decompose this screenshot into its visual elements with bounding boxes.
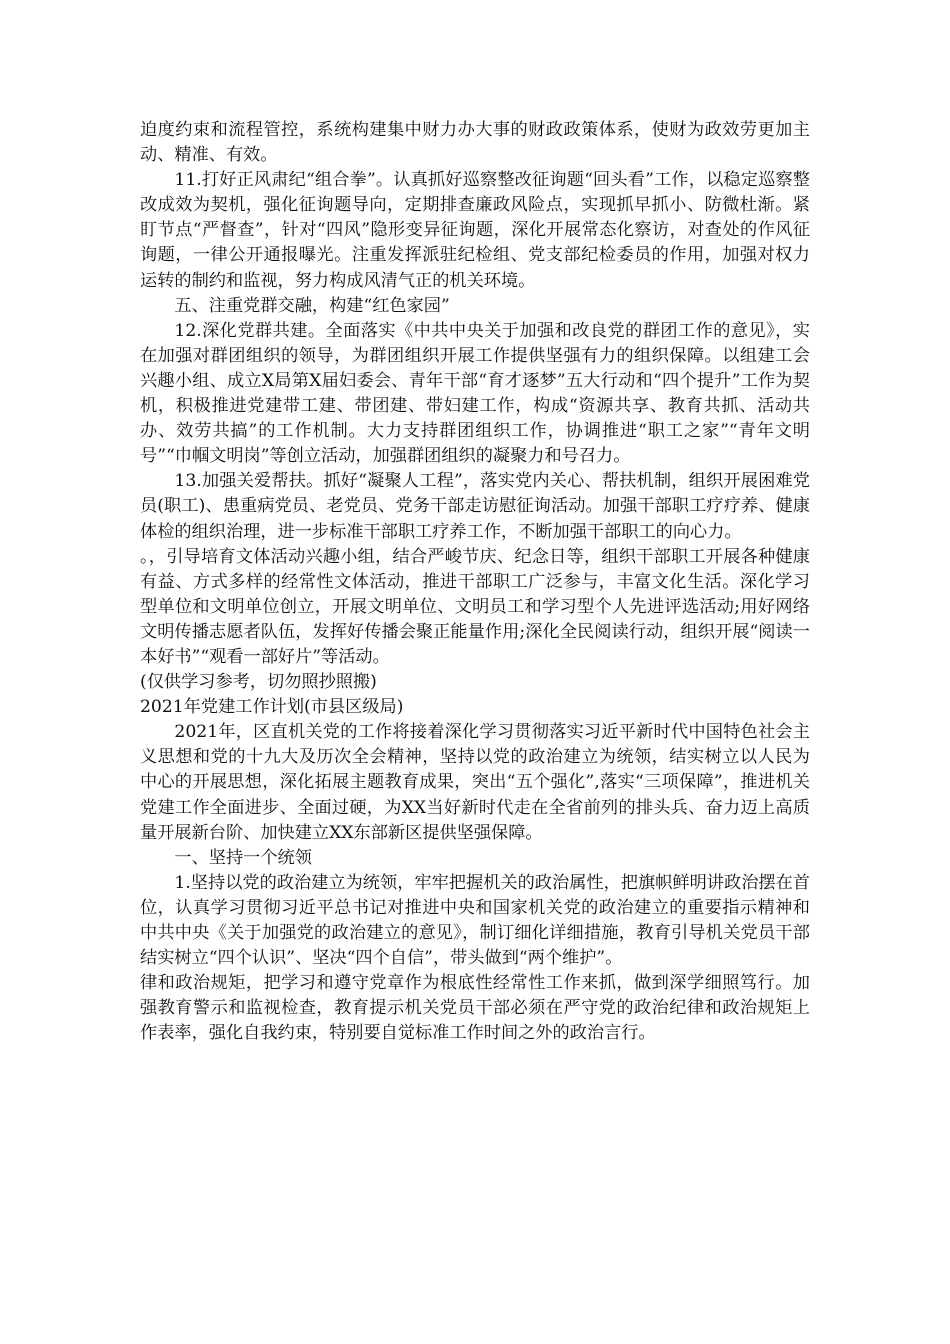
paragraph: 。，引导培育文体活动兴趣小组，结合严峻节庆、纪念日等，组织干部职工开展各种健康有益、方式多样的经常性文体活动，推进干部职工广泛参与，丰富文化生活。深化学习型单位和文明单位创立，开展文明单位、文明员工和学习型个人先进评选活动;用好网络文明传播志愿者队伍，发挥好传播会聚正能量作用;深化全民阅读行动，组织开展“阅读一本好书”“观看一部好片”等活动。 [140, 546, 810, 667]
document-title: 2021年党建工作计划(市县区级局) [140, 697, 404, 718]
section-heading: 五、注重党群交融，构建“红色家园” [174, 295, 450, 316]
paragraph: 2021年，区直机关党的工作将接着深化学习贯彻落实习近平新时代中国特色社会主义思想和党的十九大及历次全会精神，坚持以党的政治建立为统领，结实树立以人民为中心的开展思想，深化拓展主题教育成果，突出“五个强化”,落实“三项保障”，推进机关党建工作全面进步、全面过硬，为XX当好新时代走在全省前列的排头兵、奋力迈上高质量开展新台阶、加快建立XX东部新区提供坚强保障。 [140, 722, 810, 843]
paragraph: 律和政治规矩，把学习和遵守党章作为根底性经常性工作来抓，做到深学细照笃行。加强教育警示和监视检查，教育提示机关党员干部必须在严守党的政治纪律和政治规矩上作表率，强化自我约束，特别要自觉标准工作时间之外的政治言行。 [140, 973, 810, 1044]
note-line: (仅供学习参考，切勿照抄照搬) [140, 672, 377, 693]
paragraph: 13.加强关爱帮扶。抓好“凝聚人工程”，落实党内关心、帮扶机制，组织开展困难党员(职工)、患重病党员、老党员、党务干部走访慰征询活动。加强干部职工疗疗养、健康体检的组织治理，进一步标准干部职工疗养工作，不断加强干部职工的向心力。 [140, 471, 810, 542]
document-page [140, 118, 810, 1046]
paragraph: 11.打好正风肃纪“组合拳”。认真抓好巡察整改征询题“回头看”工作，以稳定巡察整改成效为契机，强化征询题导向，定期排查廉政风险点，实现抓早抓小、防微杜渐。紧盯节点“严督查”，针对“四风”隐形变异征询题，深化开展常态化察访，对查处的作风征询题，一律公开通报曝光。注重发挥派驻纪检组、党支部纪检委员的作用，加强对权力运转的制约和监视，努力构成风清气正的机关环境。 [140, 170, 810, 291]
paragraph: 迫度约束和流程管控，系统构建集中财力办大事的财政政策体系，使财为政效劳更加主动、精准、有效。 [140, 120, 810, 166]
paragraph: 12.深化党群共建。全面落实《中共中央关于加强和改良党的群团工作的意见》，实在加强对群团组织的领导，为群团组织开展工作提供坚强有力的组织保障。以组建工会兴趣小组、成立X局第X届妇委会、青年干部“育才逐梦”五大行动和“四个提升”工作为契机，积极推进党建带工建、带团建、带妇建工作，构成“资源共享、教育共抓、活动共办、效劳共搞”的工作机制。大力支持群团组织工作，协调推进“职工之家”“青年文明号”“巾帼文明岗”等创立活动，加强群团组织的凝聚力和号召力。 [140, 320, 810, 467]
paragraph: 1.坚持以党的政治建立为统领，牢牢把握机关的政治属性，把旗帜鲜明讲政治摆在首位，认真学习贯彻习近平总书记对推进中央和国家机关党的政治建立的重要指示精神和中共中央《关于加强党的政治建立的意见》，制订细化详细措施，教育引导机关党员干部结实树立“四个认识”、坚决“四个自信”，带头做到“两个维护”。 [140, 872, 810, 969]
section-heading: 一、坚持一个统领 [174, 847, 312, 868]
